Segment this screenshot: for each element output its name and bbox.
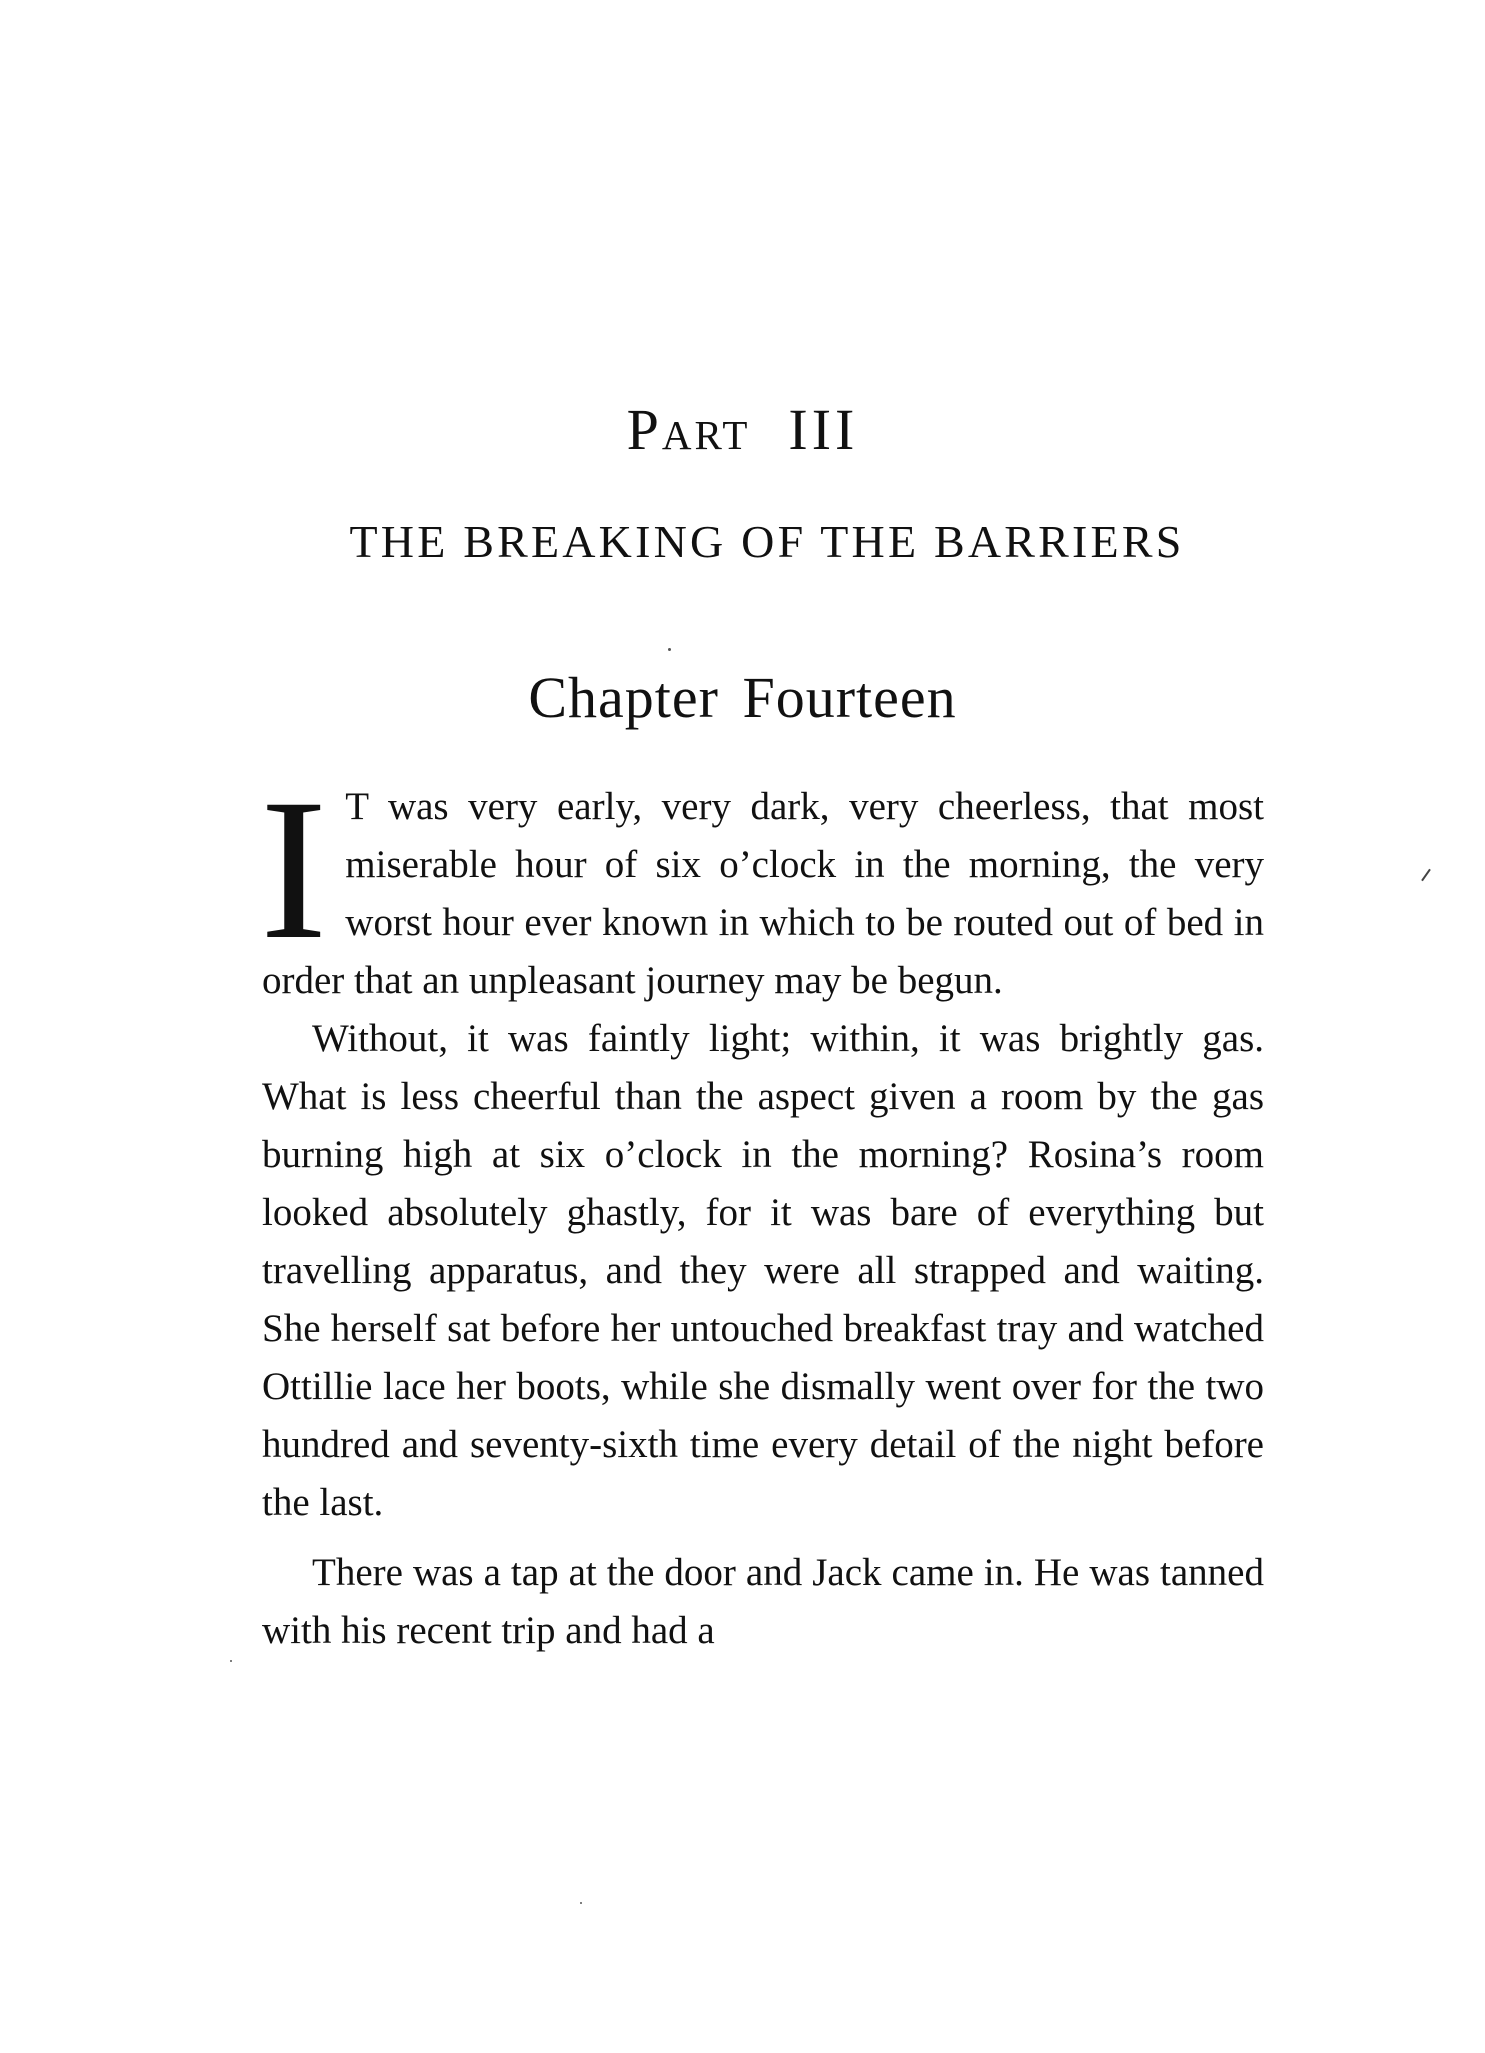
scan-mark <box>1421 869 1431 882</box>
paragraph-1 <box>260 757 1264 1010</box>
chapter-title: Chapter Fourteen <box>528 665 957 730</box>
paragraph-2: Without, it was faintly light; within, it was brightly gas. What is less cheerful than the aspect given a room by the gas burning high at six o’clock in the morning? Rosina’s room looked absolutely ghastly, for it was bare of everything but travelling apparatus, and they were all strapped and waiting. She herself sat before her untouched breakfast tray and watched Ottillie lace her boots, while she dismally went over for the two hundred and seventy-sixth time every detail of the night before the last. <box>262 1017 1264 1524</box>
chapter-body <box>260 757 1264 1660</box>
drop-cap: I <box>260 757 328 981</box>
part-label: Part <box>626 397 751 462</box>
paragraph-3: There was a tap at the door and Jack came in. He was tanned with his recent trip and had a <box>262 1551 1264 1652</box>
scan-speck <box>668 648 671 651</box>
part-heading <box>0 395 1485 465</box>
scan-speck <box>230 1660 232 1662</box>
paragraph-1-text: T was very early, very dark, very cheerless, that most miserable hour of six o’clock in the morning, the very worst hour ever known in which to be routed out of bed in order that an unpleasant journey may be begun. <box>262 785 1264 1002</box>
part-numeral: III <box>788 397 859 462</box>
part-title: THE BREAKING OF THE BARRIERS <box>349 516 1185 567</box>
scan-speck <box>580 1902 582 1904</box>
